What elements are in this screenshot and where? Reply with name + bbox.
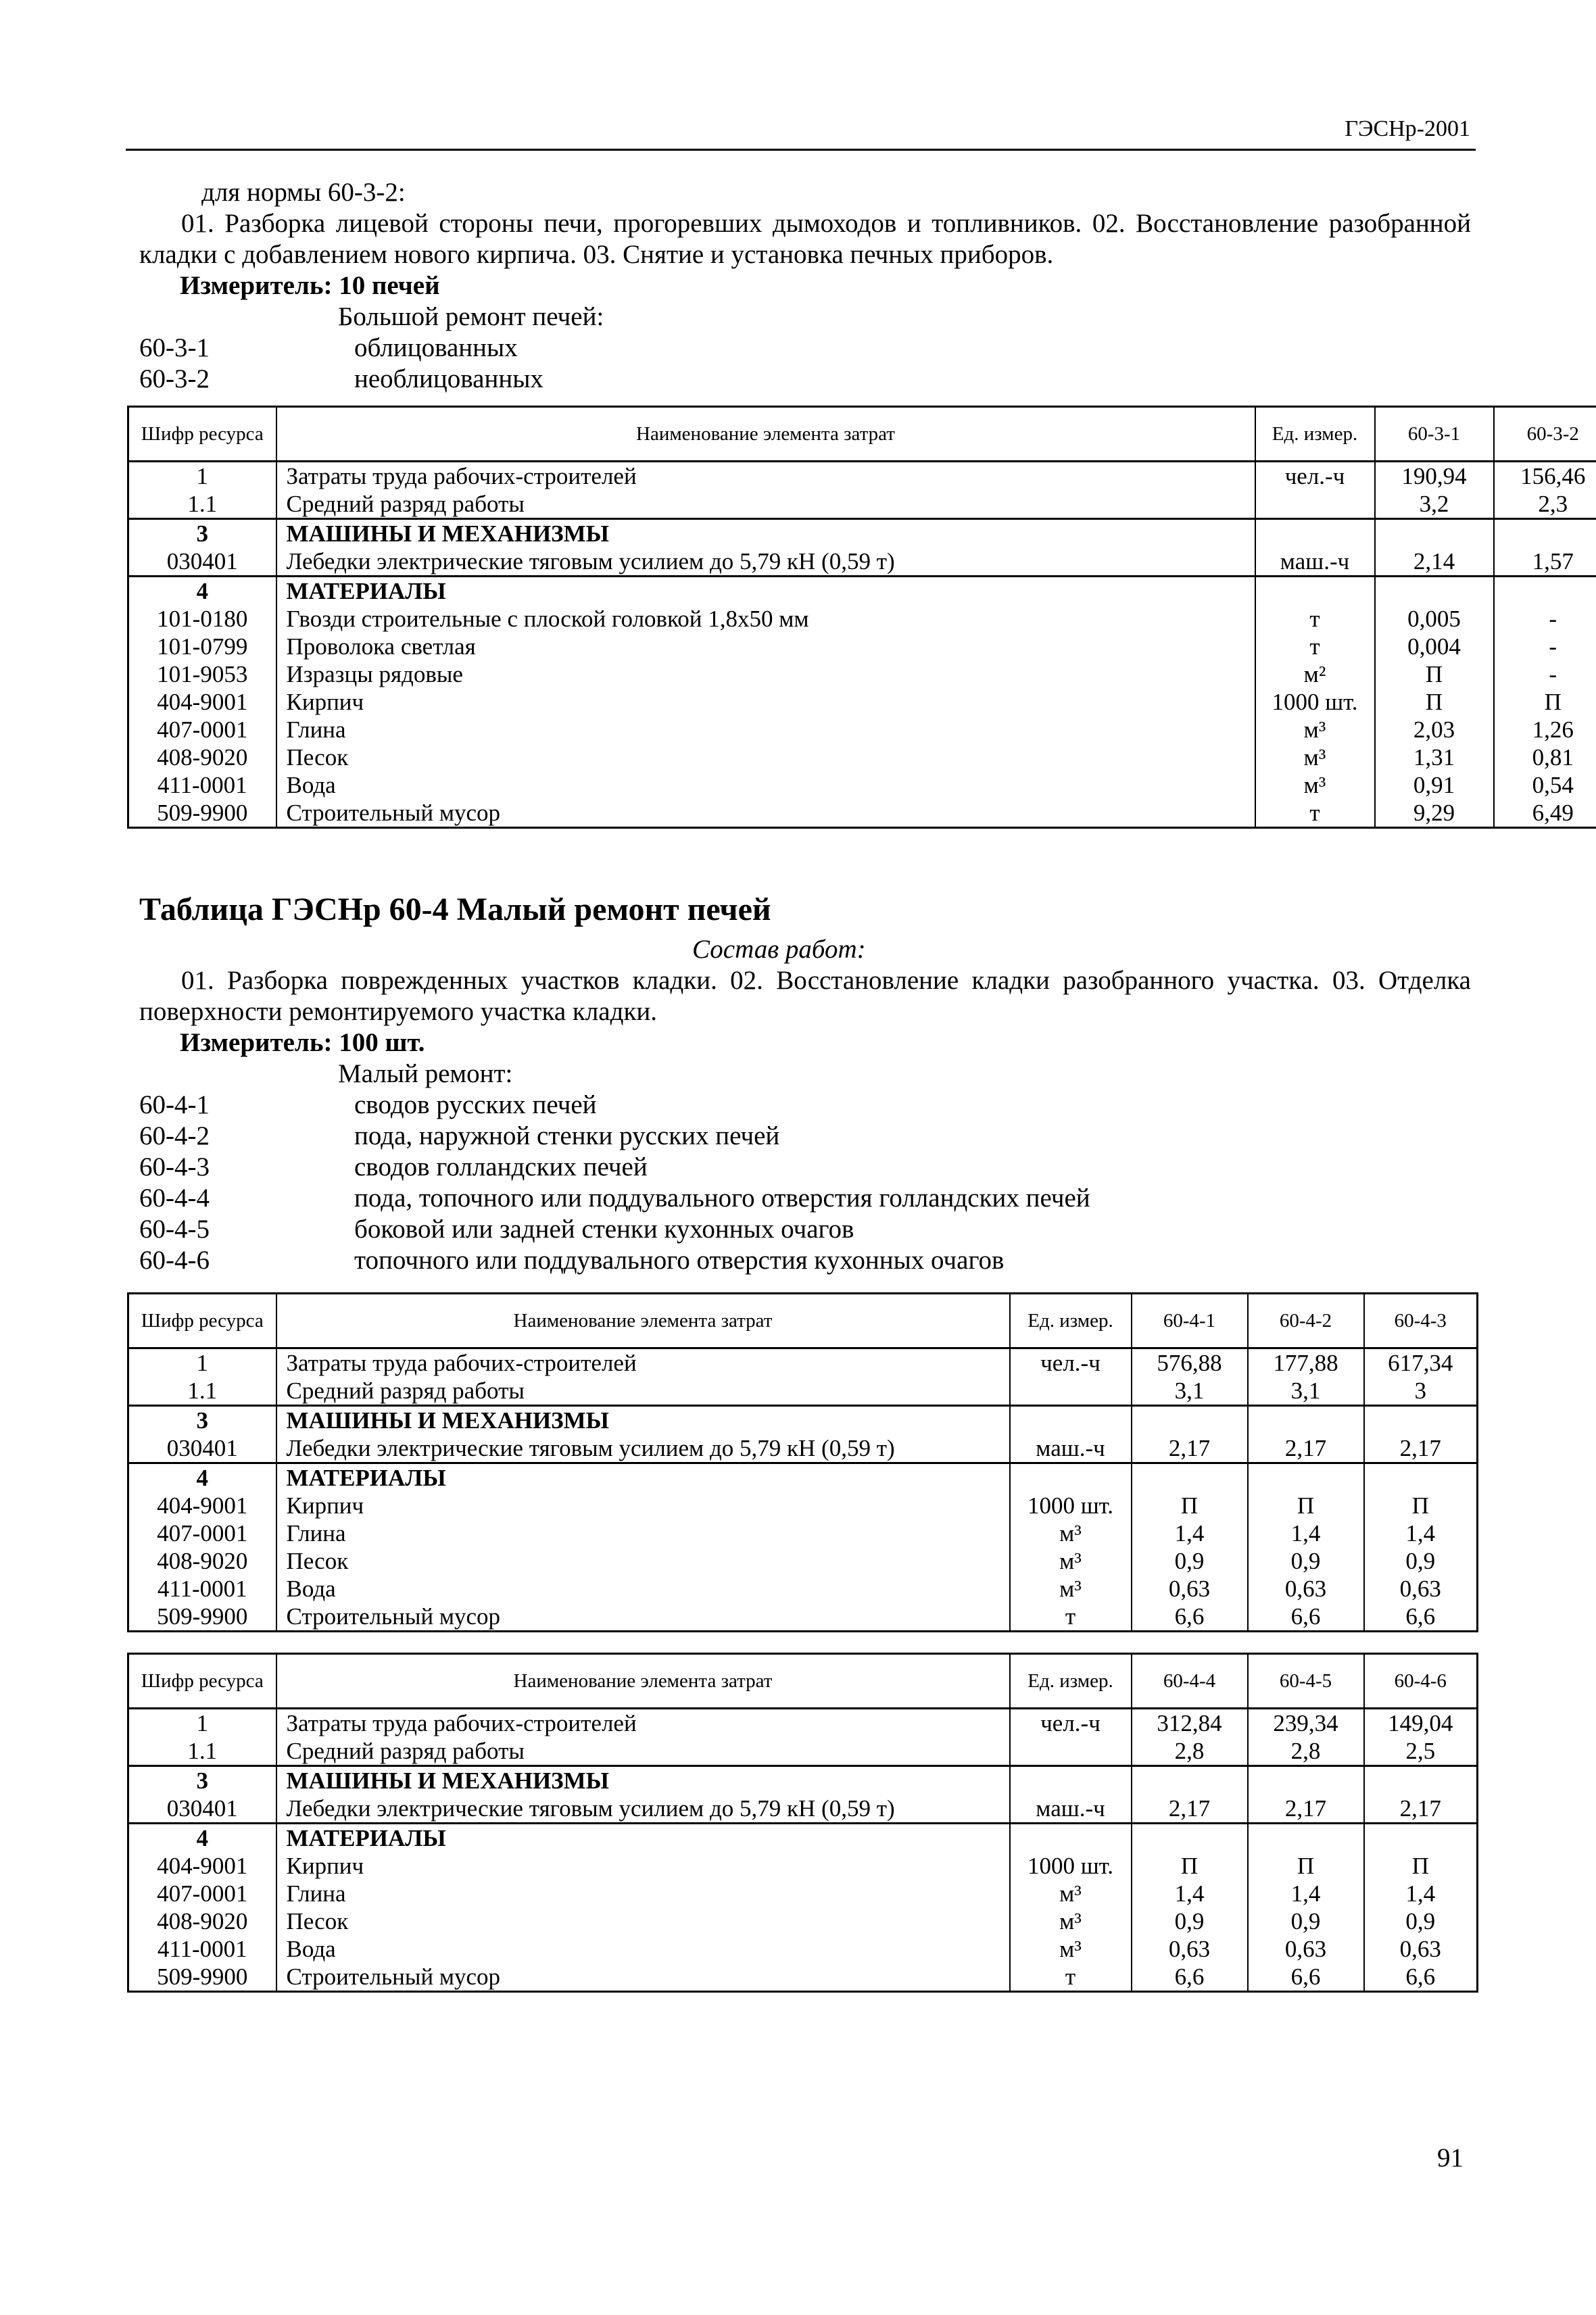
norm-code: 60-4-5 bbox=[139, 1215, 210, 1244]
norm-code: 60-4-3 bbox=[139, 1152, 210, 1181]
header-name: Наименование элемента затрат bbox=[276, 407, 1255, 462]
resource-unit: т bbox=[1255, 633, 1375, 660]
resource-name: Затраты труда рабочих-строителей bbox=[276, 1348, 1010, 1378]
resource-value: 2,17 bbox=[1132, 1434, 1248, 1463]
table-row bbox=[128, 660, 1596, 688]
resource-name: Средний разряд работы bbox=[276, 1377, 1010, 1406]
resource-code: 3 bbox=[128, 1406, 276, 1435]
page-number: 91 bbox=[1437, 2143, 1464, 2172]
resource-value: П bbox=[1375, 660, 1494, 688]
resource-value: 0,63 bbox=[1132, 1575, 1248, 1603]
resource-code: 101-9053 bbox=[128, 660, 276, 688]
resource-value: 0,005 bbox=[1375, 605, 1494, 633]
resource-value: 190,94 bbox=[1375, 462, 1494, 491]
resource-value: 1,4 bbox=[1132, 1519, 1248, 1547]
resource-value: 0,63 bbox=[1364, 1575, 1478, 1603]
resource-table-60-4-a bbox=[127, 1292, 1478, 1632]
header-norm-column: 60-4-5 bbox=[1248, 1654, 1364, 1709]
resource-name: Кирпич bbox=[276, 688, 1255, 716]
resource-name: Вода bbox=[276, 1935, 1010, 1963]
work-composition-text-2: 01. Разборка поврежденных участков кладки. 02. Восстановление кладки разобранного участка. 03. Отделка поверхности ремонтируемого участка кладки. bbox=[139, 966, 1471, 1026]
resource-value: 3,1 bbox=[1132, 1377, 1248, 1406]
resource-value: 1,31 bbox=[1375, 744, 1494, 771]
resource-value: П bbox=[1364, 1852, 1478, 1880]
table-row bbox=[128, 1766, 1478, 1795]
resource-code: 407-0001 bbox=[128, 1880, 276, 1907]
resource-value: 2,3 bbox=[1494, 490, 1596, 519]
resource-value: 0,9 bbox=[1248, 1547, 1364, 1575]
resource-unit bbox=[1010, 1463, 1132, 1492]
resource-code: 1 bbox=[128, 462, 276, 491]
resource-unit bbox=[1255, 519, 1375, 548]
resource-unit bbox=[1010, 1406, 1132, 1435]
table-row bbox=[128, 1935, 1478, 1963]
resource-code: 411-0001 bbox=[128, 771, 276, 799]
norm-list-item bbox=[139, 1214, 1090, 1245]
header-norm-column: 60-4-3 bbox=[1364, 1294, 1478, 1348]
resource-value: 576,88 bbox=[1132, 1348, 1248, 1378]
resource-value: - bbox=[1494, 633, 1596, 660]
table-row bbox=[128, 1434, 1478, 1463]
resource-value bbox=[1132, 1463, 1248, 1492]
resource-unit: чел.-ч bbox=[1010, 1348, 1132, 1378]
resource-unit bbox=[1255, 490, 1375, 519]
resource-name: Лебедки электрические тяговым усилием до 5,79 кН (0,59 т) bbox=[276, 1795, 1010, 1824]
resource-name: Затраты труда рабочих-строителей bbox=[276, 1709, 1010, 1738]
norm-name: облицованных bbox=[354, 333, 518, 362]
resource-name: Гвозди строительные с плоской головкой 1,8х50 мм bbox=[276, 605, 1255, 633]
resource-value: 2,8 bbox=[1132, 1737, 1248, 1766]
resource-value: 0,63 bbox=[1132, 1935, 1248, 1963]
resource-value: 0,9 bbox=[1248, 1907, 1364, 1935]
resource-unit: м³ bbox=[1010, 1935, 1132, 1963]
header-norm-column: 60-4-4 bbox=[1132, 1654, 1248, 1709]
resource-value: 0,81 bbox=[1494, 744, 1596, 771]
resource-name: Песок bbox=[276, 744, 1255, 771]
resource-value: - bbox=[1494, 605, 1596, 633]
resource-value: 0,004 bbox=[1375, 633, 1494, 660]
norm-name: необлицованных bbox=[354, 364, 543, 393]
resource-value: 9,29 bbox=[1375, 799, 1494, 828]
resource-value: П bbox=[1132, 1852, 1248, 1880]
resource-name: Строительный мусор bbox=[276, 799, 1255, 828]
resource-unit bbox=[1010, 1737, 1132, 1766]
norm-code: 60-4-4 bbox=[139, 1184, 210, 1213]
norm-list-item bbox=[139, 364, 543, 395]
resource-value bbox=[1494, 577, 1596, 606]
table-row bbox=[128, 519, 1596, 548]
norm-list-item bbox=[139, 1245, 1090, 1276]
resource-name: Строительный мусор bbox=[276, 1963, 1010, 1992]
header-norm-column: 60-4-6 bbox=[1364, 1654, 1478, 1709]
resource-name: МАШИНЫ И МЕХАНИЗМЫ bbox=[276, 519, 1255, 548]
resource-name: Проволока светлая bbox=[276, 633, 1255, 660]
header-norm-column: 60-3-1 bbox=[1375, 407, 1494, 462]
resource-code: 3 bbox=[128, 519, 276, 548]
resource-unit: т bbox=[1010, 1963, 1132, 1992]
resource-name: МАТЕРИАЛЫ bbox=[276, 1463, 1010, 1492]
resource-name: МАШИНЫ И МЕХАНИЗМЫ bbox=[276, 1406, 1010, 1435]
table-row bbox=[128, 1575, 1478, 1603]
resource-value: 1,4 bbox=[1364, 1880, 1478, 1907]
resource-value: 2,03 bbox=[1375, 716, 1494, 744]
resource-value: П bbox=[1132, 1492, 1248, 1519]
norm-code: 60-3-1 bbox=[139, 333, 210, 362]
resource-code: 1.1 bbox=[128, 1737, 276, 1766]
resource-code: 4 bbox=[128, 1463, 276, 1492]
resource-code: 509-9900 bbox=[128, 799, 276, 828]
resource-unit: чел.-ч bbox=[1010, 1709, 1132, 1738]
table-row bbox=[128, 490, 1596, 519]
document-code: ГЭСНр-2001 bbox=[1345, 116, 1470, 141]
work-composition-text: 01. Разборка лицевой стороны печи, прогоревших дымоходов и топливников. 02. Восстановление разобранной кладки с добавлением нового кирпича. 03. Снятие и установка печных приборов. bbox=[139, 209, 1471, 269]
norm-name: сводов русских печей bbox=[354, 1090, 597, 1119]
table-row bbox=[128, 799, 1596, 828]
resource-unit: 1000 шт. bbox=[1010, 1852, 1132, 1880]
resource-value: 0,63 bbox=[1248, 1575, 1364, 1603]
resource-code: 408-9020 bbox=[128, 1907, 276, 1935]
resource-value: 1,4 bbox=[1248, 1519, 1364, 1547]
resource-code: 509-9900 bbox=[128, 1963, 276, 1992]
resource-value: 2,14 bbox=[1375, 547, 1494, 577]
table-row bbox=[128, 771, 1596, 799]
resource-value: 0,9 bbox=[1132, 1547, 1248, 1575]
resource-code: 408-9020 bbox=[128, 744, 276, 771]
resource-unit: т bbox=[1255, 605, 1375, 633]
table-row bbox=[128, 1603, 1478, 1632]
norm-list bbox=[139, 333, 543, 395]
resource-code: 1 bbox=[128, 1348, 276, 1378]
resource-code: 030401 bbox=[128, 1795, 276, 1824]
resource-name: Изразцы рядовые bbox=[276, 660, 1255, 688]
table-row bbox=[128, 577, 1596, 606]
table-row bbox=[128, 1348, 1478, 1378]
resource-code: 411-0001 bbox=[128, 1575, 276, 1603]
resource-unit: маш.-ч bbox=[1010, 1795, 1132, 1824]
resource-code: 4 bbox=[128, 1824, 276, 1853]
norm-list-2 bbox=[139, 1090, 1090, 1276]
table-row bbox=[128, 688, 1596, 716]
resource-name: МАТЕРИАЛЫ bbox=[276, 577, 1255, 606]
resource-value: - bbox=[1494, 660, 1596, 688]
norm-name: пода, наружной стенки русских печей bbox=[354, 1121, 780, 1150]
resource-name: Лебедки электрические тяговым усилием до 5,79 кН (0,59 т) bbox=[276, 1434, 1010, 1463]
resource-code: 408-9020 bbox=[128, 1547, 276, 1575]
resource-name: Кирпич bbox=[276, 1852, 1010, 1880]
resource-value bbox=[1494, 519, 1596, 548]
resource-unit: маш.-ч bbox=[1010, 1434, 1132, 1463]
table-row bbox=[128, 1709, 1478, 1738]
norm-list-item bbox=[139, 1090, 1090, 1121]
norm-code: 60-3-2 bbox=[139, 364, 210, 393]
resource-value bbox=[1364, 1824, 1478, 1853]
resource-code: 3 bbox=[128, 1766, 276, 1795]
resource-code: 4 bbox=[128, 577, 276, 606]
resource-value: 6,6 bbox=[1364, 1963, 1478, 1992]
resource-name: Средний разряд работы bbox=[276, 490, 1255, 519]
resource-unit: т bbox=[1010, 1603, 1132, 1632]
resource-code: 411-0001 bbox=[128, 1935, 276, 1963]
table-row bbox=[128, 547, 1596, 577]
resource-value: 1,26 bbox=[1494, 716, 1596, 744]
resource-value: 0,9 bbox=[1364, 1907, 1478, 1935]
norm-reference: для нормы 60-3-2: bbox=[201, 178, 406, 207]
resource-value: 2,5 bbox=[1364, 1737, 1478, 1766]
resource-unit bbox=[1010, 1824, 1132, 1853]
header-name: Наименование элемента затрат bbox=[276, 1654, 1010, 1709]
resource-value: 3,2 bbox=[1375, 490, 1494, 519]
resource-value: 2,8 bbox=[1248, 1737, 1364, 1766]
resource-value bbox=[1375, 577, 1494, 606]
resource-value: 3,1 bbox=[1248, 1377, 1364, 1406]
table-row bbox=[128, 633, 1596, 660]
header-norm-column: 60-4-2 bbox=[1248, 1294, 1364, 1348]
resource-value bbox=[1132, 1406, 1248, 1435]
resource-value bbox=[1364, 1766, 1478, 1795]
resource-name: Затраты труда рабочих-строителей bbox=[276, 462, 1255, 491]
resource-value: 239,34 bbox=[1248, 1709, 1364, 1738]
page-header bbox=[126, 114, 1476, 151]
norm-group-title: Большой ремонт печей: bbox=[338, 302, 604, 331]
resource-unit: м³ bbox=[1010, 1519, 1132, 1547]
norm-list-item bbox=[139, 1152, 1090, 1183]
table-row bbox=[128, 462, 1596, 491]
resource-code: 1.1 bbox=[128, 1377, 276, 1406]
resource-value: 1,4 bbox=[1364, 1519, 1478, 1547]
resource-value: 6,6 bbox=[1132, 1963, 1248, 1992]
header-code: Шифр ресурса bbox=[128, 407, 276, 462]
resource-unit: чел.-ч bbox=[1255, 462, 1375, 491]
resource-unit: м³ bbox=[1010, 1547, 1132, 1575]
resource-name: Песок bbox=[276, 1907, 1010, 1935]
resource-value: 156,46 bbox=[1494, 462, 1596, 491]
resource-value: 1,4 bbox=[1248, 1880, 1364, 1907]
resource-value: 177,88 bbox=[1248, 1348, 1364, 1378]
resource-value: 6,49 bbox=[1494, 799, 1596, 828]
table-row bbox=[128, 1463, 1478, 1492]
resource-table-60-3 bbox=[127, 406, 1596, 829]
resource-value: 617,34 bbox=[1364, 1348, 1478, 1378]
norm-name: сводов голландских печей bbox=[354, 1152, 648, 1181]
table-row bbox=[128, 1852, 1478, 1880]
resource-value: П bbox=[1375, 688, 1494, 716]
header-unit: Ед. измер. bbox=[1010, 1294, 1132, 1348]
table-header-row bbox=[128, 1294, 1478, 1348]
resource-value bbox=[1364, 1406, 1478, 1435]
norm-name: топочного или поддувального отверстия кухонных очагов bbox=[354, 1246, 1005, 1275]
resource-value bbox=[1375, 519, 1494, 548]
resource-value: П bbox=[1364, 1492, 1478, 1519]
resource-name: МАТЕРИАЛЫ bbox=[276, 1824, 1010, 1853]
resource-unit: маш.-ч bbox=[1255, 547, 1375, 577]
resource-code: 407-0001 bbox=[128, 1519, 276, 1547]
table-header-row bbox=[128, 407, 1596, 462]
norm-list-item bbox=[139, 1121, 1090, 1152]
table-row bbox=[128, 1737, 1478, 1766]
resource-value: П bbox=[1248, 1492, 1364, 1519]
resource-code: 030401 bbox=[128, 547, 276, 577]
norm-code: 60-4-6 bbox=[139, 1246, 210, 1275]
header-code: Шифр ресурса bbox=[128, 1654, 276, 1709]
norm-list-item bbox=[139, 1183, 1090, 1214]
resource-value: 0,63 bbox=[1248, 1935, 1364, 1963]
table-row bbox=[128, 1377, 1478, 1406]
table-row bbox=[128, 1519, 1478, 1547]
resource-unit: т bbox=[1255, 799, 1375, 828]
resource-unit: м² bbox=[1255, 660, 1375, 688]
table-row bbox=[128, 716, 1596, 744]
resource-value: 2,17 bbox=[1248, 1434, 1364, 1463]
resource-value bbox=[1248, 1406, 1364, 1435]
header-unit: Ед. измер. bbox=[1010, 1654, 1132, 1709]
table-row bbox=[128, 1492, 1478, 1519]
resource-value: 2,17 bbox=[1248, 1795, 1364, 1824]
resource-unit: м³ bbox=[1010, 1575, 1132, 1603]
resource-name: Вода bbox=[276, 1575, 1010, 1603]
resource-value: 3 bbox=[1364, 1377, 1478, 1406]
resource-name: Средний разряд работы bbox=[276, 1737, 1010, 1766]
resource-value bbox=[1132, 1766, 1248, 1795]
resource-value: 0,91 bbox=[1375, 771, 1494, 799]
resource-name: Лебедки электрические тяговым усилием до 5,79 кН (0,59 т) bbox=[276, 547, 1255, 577]
resource-value: 1,4 bbox=[1132, 1880, 1248, 1907]
header-norm-column: 60-4-1 bbox=[1132, 1294, 1248, 1348]
norm-name: пода, топочного или поддувального отверстия голландских печей bbox=[354, 1184, 1090, 1213]
resource-name: Строительный мусор bbox=[276, 1603, 1010, 1632]
resource-code: 404-9001 bbox=[128, 1492, 276, 1519]
resource-value: 1,57 bbox=[1494, 547, 1596, 577]
resource-unit: 1000 шт. bbox=[1255, 688, 1375, 716]
resource-value: 2,17 bbox=[1364, 1434, 1478, 1463]
resource-value: 149,04 bbox=[1364, 1709, 1478, 1738]
resource-code: 404-9001 bbox=[128, 688, 276, 716]
resource-value: 0,63 bbox=[1364, 1935, 1478, 1963]
table-row bbox=[128, 1795, 1478, 1824]
norm-code: 60-4-2 bbox=[139, 1121, 210, 1150]
resource-name: Кирпич bbox=[276, 1492, 1010, 1519]
resource-unit: м³ bbox=[1255, 716, 1375, 744]
table-row bbox=[128, 605, 1596, 633]
norm-code: 60-4-1 bbox=[139, 1090, 210, 1119]
resource-name: МАШИНЫ И МЕХАНИЗМЫ bbox=[276, 1766, 1010, 1795]
resource-value: 312,84 bbox=[1132, 1709, 1248, 1738]
header-code: Шифр ресурса bbox=[128, 1294, 276, 1348]
resource-value bbox=[1248, 1766, 1364, 1795]
table-row bbox=[128, 1907, 1478, 1935]
resource-unit: м³ bbox=[1255, 771, 1375, 799]
resource-value: 6,6 bbox=[1132, 1603, 1248, 1632]
measure-unit-2: Измеритель: 100 шт. bbox=[180, 1028, 425, 1057]
resource-value: 2,17 bbox=[1364, 1795, 1478, 1824]
table-title: Таблица ГЭСНр 60-4 Малый ремонт печей bbox=[139, 892, 771, 927]
resource-unit bbox=[1010, 1766, 1132, 1795]
resource-value bbox=[1364, 1463, 1478, 1492]
resource-code: 101-0180 bbox=[128, 605, 276, 633]
resource-value bbox=[1132, 1824, 1248, 1853]
table-row bbox=[128, 744, 1596, 771]
resource-value: 6,6 bbox=[1248, 1963, 1364, 1992]
resource-code: 101-0799 bbox=[128, 633, 276, 660]
resource-unit bbox=[1010, 1377, 1132, 1406]
header-name: Наименование элемента затрат bbox=[276, 1294, 1010, 1348]
resource-code: 509-9900 bbox=[128, 1603, 276, 1632]
resource-value: 2,17 bbox=[1132, 1795, 1248, 1824]
table-row bbox=[128, 1406, 1478, 1435]
resource-value: 0,9 bbox=[1364, 1547, 1478, 1575]
resource-value: П bbox=[1248, 1852, 1364, 1880]
composition-label: Состав работ: bbox=[692, 935, 866, 964]
resource-unit: м³ bbox=[1010, 1907, 1132, 1935]
resource-name: Песок bbox=[276, 1547, 1010, 1575]
table-header-row bbox=[128, 1654, 1478, 1709]
resource-code: 030401 bbox=[128, 1434, 276, 1463]
resource-value: 0,54 bbox=[1494, 771, 1596, 799]
table-row bbox=[128, 1547, 1478, 1575]
resource-code: 407-0001 bbox=[128, 716, 276, 744]
table-row bbox=[128, 1824, 1478, 1853]
resource-unit bbox=[1255, 577, 1375, 606]
resource-value: 6,6 bbox=[1364, 1603, 1478, 1632]
norm-list-item bbox=[139, 333, 543, 364]
resource-value: 0,9 bbox=[1132, 1907, 1248, 1935]
header-unit: Ед. измер. bbox=[1255, 407, 1375, 462]
resource-code: 1.1 bbox=[128, 490, 276, 519]
resource-table-60-4-b bbox=[127, 1653, 1478, 1993]
norm-group-title-2: Малый ремонт: bbox=[338, 1059, 513, 1088]
resource-value bbox=[1248, 1824, 1364, 1853]
resource-name: Глина bbox=[276, 1519, 1010, 1547]
resource-value bbox=[1248, 1463, 1364, 1492]
resource-name: Глина bbox=[276, 1880, 1010, 1907]
resource-name: Глина bbox=[276, 716, 1255, 744]
table-row bbox=[128, 1880, 1478, 1907]
resource-code: 1 bbox=[128, 1709, 276, 1738]
header-norm-column: 60-3-2 bbox=[1494, 407, 1596, 462]
resource-unit: м³ bbox=[1010, 1880, 1132, 1907]
norm-name: боковой или задней стенки кухонных очагов bbox=[354, 1215, 854, 1244]
resource-name: Вода bbox=[276, 771, 1255, 799]
measure-unit: Измеритель: 10 печей bbox=[180, 271, 440, 300]
resource-unit: м³ bbox=[1255, 744, 1375, 771]
table-row bbox=[128, 1963, 1478, 1992]
resource-code: 404-9001 bbox=[128, 1852, 276, 1880]
resource-value: 6,6 bbox=[1248, 1603, 1364, 1632]
resource-unit: 1000 шт. bbox=[1010, 1492, 1132, 1519]
resource-value: П bbox=[1494, 688, 1596, 716]
